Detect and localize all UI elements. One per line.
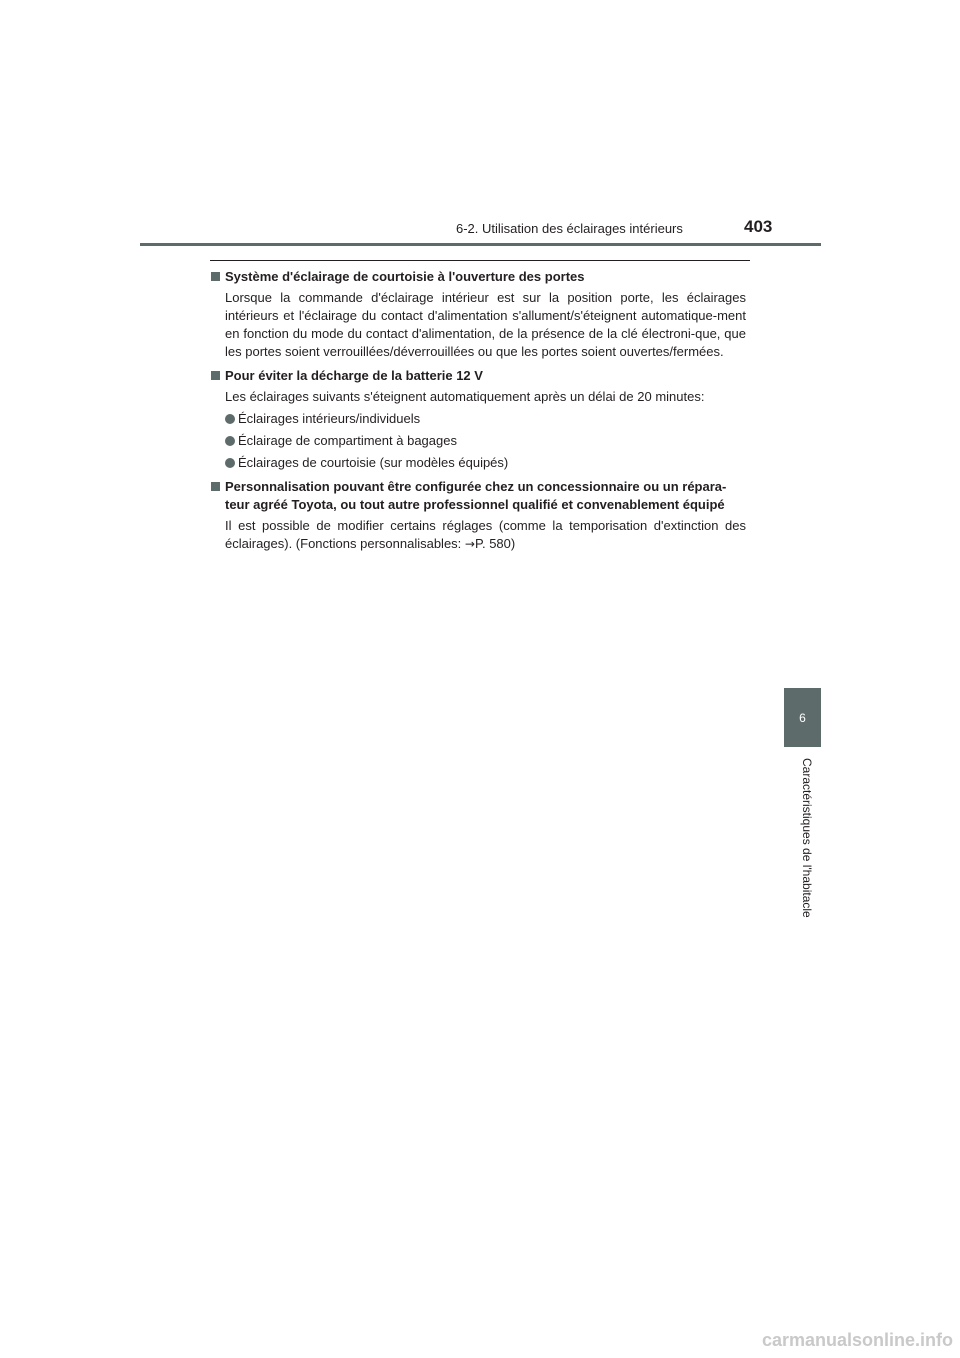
- arrow-right-icon: →: [464, 537, 475, 551]
- heading-text: Personnalisation pouvant être configurée chez un concessionnaire ou un répara-teur agréé Toyota, ou tout autre professionnel qualifié et convenablement équipé: [225, 479, 727, 512]
- section-heading: [210, 367, 746, 385]
- list-item: [210, 454, 746, 472]
- section-paragraph: [225, 517, 746, 553]
- page-reference-link[interactable]: P. 580): [474, 536, 516, 551]
- square-icon: [211, 272, 220, 281]
- list-item: [210, 410, 746, 428]
- watermark: carmanualsonline.info: [762, 1330, 954, 1350]
- dot-icon: [225, 414, 235, 424]
- heading-text: Système d'éclairage de courtoisie à l'ouverture des portes: [225, 269, 585, 284]
- section-heading: [210, 268, 746, 286]
- section-customization: [210, 478, 746, 553]
- header-rule: [140, 243, 821, 246]
- square-icon: [211, 482, 220, 491]
- dot-icon: [225, 458, 235, 468]
- section-paragraph: Les éclairages suivants s'éteignent automatiquement après un délai de 20 minutes:: [225, 389, 705, 404]
- list-item-text: Éclairages de courtoisie (sur modèles équipés): [238, 455, 509, 470]
- heading-text: Pour éviter la décharge de la batterie 12 V: [225, 368, 483, 383]
- content-rule: [210, 260, 750, 261]
- square-icon: [211, 371, 220, 380]
- chapter-tab[interactable]: 6: [784, 688, 821, 747]
- list-item: [210, 432, 746, 450]
- list-item-text: Éclairages intérieurs/individuels: [238, 411, 421, 426]
- header-section-title: 6-2. Utilisation des éclairages intérieurs: [456, 221, 683, 236]
- paragraph-text: Il est possible de modifier certains réglages (comme la temporisation d'extinction des éclairages). (Fonctions personnalisables:: [225, 518, 746, 551]
- dot-icon: [225, 436, 235, 446]
- section-heading: [210, 478, 746, 514]
- section-battery: [210, 367, 746, 472]
- chapter-title: Caractéristiques de l'habitacle: [800, 758, 814, 918]
- section-paragraph: Lorsque la commande d'éclairage intérieur est sur la position porte, les éclairages intérieurs et l'éclairage du contact d'alimentation s'allument/s'éteignent automatique-ment en fonction du mode du contact d'alimentation, de la présence de la clé électroni-que, que les portes soient verrouillées/déverrouillées ou que les portes soient ouvertes/fermées.: [225, 290, 746, 359]
- list-item-text: Éclairage de compartiment à bagages: [238, 433, 457, 448]
- content: [210, 268, 746, 559]
- section-door-courtesy: [210, 268, 746, 361]
- page-number: 403: [744, 217, 773, 236]
